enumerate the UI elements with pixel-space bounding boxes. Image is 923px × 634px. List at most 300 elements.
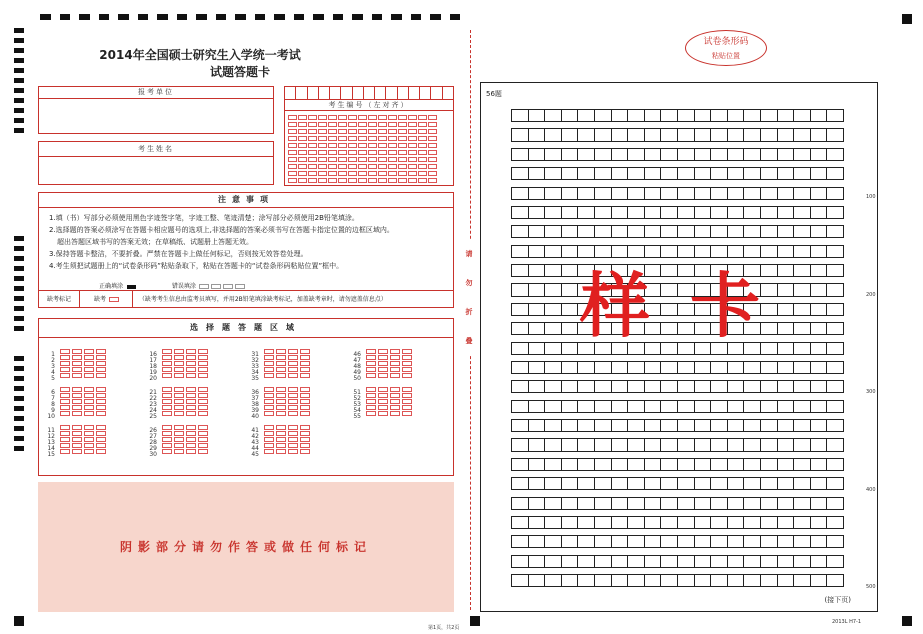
answer-grid-cell[interactable] [743,187,761,200]
answer-grid-cell[interactable] [743,361,761,374]
answer-grid-cell[interactable] [826,477,844,490]
answer-grid-cell[interactable] [727,497,745,510]
answer-grid-cell[interactable] [710,187,728,200]
answer-grid-cell[interactable] [594,458,612,471]
answer-grid-cell[interactable] [793,380,811,393]
answer-grid-cell[interactable] [544,477,562,490]
answer-grid-cell[interactable] [544,497,562,510]
answer-grid-cell[interactable] [777,497,795,510]
answer-grid-cell[interactable] [660,167,678,180]
answer-grid-cell[interactable] [660,477,678,490]
answer-grid-cell[interactable] [743,128,761,141]
answer-grid-cell[interactable] [644,206,662,219]
answer-grid-cell[interactable] [826,458,844,471]
answer-grid-cell[interactable] [511,148,529,161]
answer-grid-cell[interactable] [826,283,844,296]
answer-grid-cell[interactable] [627,574,645,587]
answer-grid-cell[interactable] [810,109,828,122]
answer-grid-cell[interactable] [627,206,645,219]
answer-grid-cell[interactable] [644,438,662,451]
answer-grid-cell[interactable] [677,225,695,238]
answer-grid-cell[interactable] [810,535,828,548]
answer-grid[interactable] [511,109,863,593]
answer-grid-cell[interactable] [710,109,728,122]
answer-grid-cell[interactable] [594,419,612,432]
answer-grid-cell[interactable] [544,187,562,200]
answer-grid-cell[interactable] [743,419,761,432]
answer-grid-cell[interactable] [743,400,761,413]
answer-grid-cell[interactable] [743,497,761,510]
answer-grid-cell[interactable] [777,225,795,238]
answer-grid-cell[interactable] [777,477,795,490]
choice-bubble-d[interactable] [402,373,412,378]
answer-grid-cell[interactable] [577,477,595,490]
answer-grid-cell[interactable] [644,109,662,122]
answer-grid-cell[interactable] [660,535,678,548]
answer-grid-cell[interactable] [511,245,529,258]
choice-answer-area[interactable] [38,318,454,476]
answer-grid-cell[interactable] [727,555,745,568]
answer-grid-cell[interactable] [727,187,745,200]
answer-grid-cell[interactable] [727,438,745,451]
id-digit-bubble[interactable] [388,178,397,183]
answer-grid-cell[interactable] [528,322,546,335]
choice-bubble-d[interactable] [96,411,106,416]
answer-grid-cell[interactable] [760,535,778,548]
answer-grid-cell[interactable] [594,438,612,451]
answer-grid-cell[interactable] [511,516,529,529]
answer-grid-cell[interactable] [577,400,595,413]
answer-grid-cell[interactable] [561,361,579,374]
answer-grid-cell[interactable] [677,516,695,529]
answer-grid-cell[interactable] [710,574,728,587]
answer-grid-cell[interactable] [760,128,778,141]
answer-grid-cell[interactable] [561,419,579,432]
candidate-name-box[interactable] [38,141,274,185]
choice-bubble-c[interactable] [288,449,298,454]
answer-grid-cell[interactable] [760,516,778,529]
answer-grid-cell[interactable] [743,206,761,219]
answer-grid-cell[interactable] [760,400,778,413]
answer-grid-cell[interactable] [677,187,695,200]
answer-grid-cell[interactable] [694,574,712,587]
answer-grid-cell[interactable] [611,128,629,141]
answer-grid-cell[interactable] [577,167,595,180]
answer-grid-cell[interactable] [528,225,546,238]
answer-grid-cell[interactable] [777,148,795,161]
answer-grid-cell[interactable] [577,555,595,568]
id-digit-bubble[interactable] [408,178,417,183]
answer-grid-cell[interactable] [528,283,546,296]
answer-grid-cell[interactable] [694,438,712,451]
answer-grid-cell[interactable] [743,380,761,393]
answer-grid-cell[interactable] [511,225,529,238]
answer-grid-cell[interactable] [793,458,811,471]
answer-grid-cell[interactable] [577,109,595,122]
answer-grid-cell[interactable] [826,555,844,568]
answer-grid-cell[interactable] [594,187,612,200]
id-digit-bubble[interactable] [368,178,377,183]
answer-grid-cell[interactable] [594,109,612,122]
answer-grid-cell[interactable] [511,419,529,432]
answer-grid-cell[interactable] [810,187,828,200]
answer-grid-cell[interactable] [727,477,745,490]
answer-grid-cell[interactable] [644,128,662,141]
answer-grid-cell[interactable] [760,555,778,568]
answer-grid-cell[interactable] [793,167,811,180]
answer-grid-cell[interactable] [644,458,662,471]
answer-grid-cell[interactable] [627,458,645,471]
choice-bubble-a[interactable] [366,411,376,416]
answer-grid-cell[interactable] [561,264,579,277]
answer-grid-cell[interactable] [777,128,795,141]
answer-grid-cell[interactable] [777,438,795,451]
answer-grid-cell[interactable] [793,497,811,510]
answer-grid-cell[interactable] [660,555,678,568]
answer-grid-cell[interactable] [777,167,795,180]
answer-grid-cell[interactable] [710,438,728,451]
answer-grid-cell[interactable] [627,438,645,451]
answer-grid-cell[interactable] [810,148,828,161]
answer-grid-cell[interactable] [660,516,678,529]
answer-grid-cell[interactable] [561,574,579,587]
answer-grid-cell[interactable] [511,361,529,374]
answer-grid-cell[interactable] [710,555,728,568]
answer-grid-cell[interactable] [577,206,595,219]
answer-grid-cell[interactable] [826,438,844,451]
answer-grid-cell[interactable] [561,477,579,490]
choice-bubble-d[interactable] [300,411,310,416]
answer-grid-cell[interactable] [826,245,844,258]
answer-grid-cell[interactable] [511,322,529,335]
answer-grid-cell[interactable] [611,438,629,451]
answer-grid-cell[interactable] [644,225,662,238]
answer-grid-cell[interactable] [826,322,844,335]
answer-grid-cell[interactable] [627,380,645,393]
answer-grid-cell[interactable] [544,245,562,258]
answer-grid-cell[interactable] [660,361,678,374]
answer-grid-cell[interactable] [644,167,662,180]
answer-grid-cell[interactable] [577,419,595,432]
answer-grid-cell[interactable] [826,497,844,510]
answer-grid-cell[interactable] [561,187,579,200]
answer-grid-cell[interactable] [528,574,546,587]
id-digit-bubble[interactable] [398,178,407,183]
answer-grid-cell[interactable] [810,380,828,393]
answer-grid-cell[interactable] [793,555,811,568]
answer-grid-cell[interactable] [810,477,828,490]
answer-grid-cell[interactable] [777,555,795,568]
choice-bubble-b[interactable] [174,449,184,454]
answer-grid-cell[interactable] [760,187,778,200]
answer-grid-cell[interactable] [810,322,828,335]
answer-grid-cell[interactable] [644,361,662,374]
answer-grid-cell[interactable] [810,303,828,316]
answer-grid-cell[interactable] [561,206,579,219]
choice-bubble-c[interactable] [390,373,400,378]
answer-grid-cell[interactable] [810,128,828,141]
answer-grid-cell[interactable] [594,477,612,490]
id-digit-bubble[interactable] [358,178,367,183]
answer-grid-cell[interactable] [594,400,612,413]
answer-grid-cell[interactable] [561,458,579,471]
answer-grid-cell[interactable] [544,128,562,141]
answer-grid-cell[interactable] [710,458,728,471]
answer-grid-cell[interactable] [611,187,629,200]
answer-grid-cell[interactable] [577,438,595,451]
answer-grid-cell[interactable] [760,574,778,587]
answer-grid-cell[interactable] [710,419,728,432]
answer-grid-cell[interactable] [577,516,595,529]
answer-grid-cell[interactable] [594,555,612,568]
answer-grid-cell[interactable] [511,535,529,548]
answer-grid-cell[interactable] [660,400,678,413]
answer-grid-cell[interactable] [511,167,529,180]
answer-grid-cell[interactable] [528,109,546,122]
answer-grid-cell[interactable] [793,477,811,490]
id-digit-bubble[interactable] [308,178,317,183]
answer-grid-cell[interactable] [694,128,712,141]
answer-grid-cell[interactable] [627,109,645,122]
answer-grid-cell[interactable] [627,535,645,548]
answer-grid-cell[interactable] [627,419,645,432]
answer-grid-cell[interactable] [777,574,795,587]
answer-grid-cell[interactable] [727,128,745,141]
id-digit-bubble[interactable] [348,178,357,183]
answer-grid-cell[interactable] [611,400,629,413]
choice-bubble-b[interactable] [72,449,82,454]
answer-grid-cell[interactable] [694,497,712,510]
answer-grid-cell[interactable] [528,438,546,451]
choice-bubble-a[interactable] [162,373,172,378]
answer-grid-cell[interactable] [511,264,529,277]
answer-grid-cell[interactable] [810,361,828,374]
answer-grid-cell[interactable] [793,574,811,587]
answer-grid-cell[interactable] [810,245,828,258]
answer-grid-cell[interactable] [760,361,778,374]
answer-grid-cell[interactable] [644,477,662,490]
answer-grid-cell[interactable] [793,128,811,141]
answer-grid-cell[interactable] [743,438,761,451]
answer-grid-cell[interactable] [694,477,712,490]
answer-grid-cell[interactable] [810,264,828,277]
answer-grid-cell[interactable] [826,574,844,587]
answer-grid-cell[interactable] [511,574,529,587]
answer-grid-cell[interactable] [810,574,828,587]
answer-grid-cell[interactable] [561,322,579,335]
answer-grid-cell[interactable] [743,225,761,238]
choice-bubble-d[interactable] [198,411,208,416]
choice-bubble-a[interactable] [264,373,274,378]
answer-grid-cell[interactable] [561,400,579,413]
answer-grid-cell[interactable] [793,516,811,529]
answer-grid-cell[interactable] [644,419,662,432]
choice-bubble-b[interactable] [378,373,388,378]
answer-grid-cell[interactable] [544,148,562,161]
answer-grid-cell[interactable] [694,458,712,471]
answer-grid-cell[interactable] [694,187,712,200]
answer-grid-cell[interactable] [544,555,562,568]
answer-grid-cell[interactable] [677,535,695,548]
answer-grid-cell[interactable] [826,516,844,529]
answer-grid-cell[interactable] [710,167,728,180]
answer-grid-cell[interactable] [777,419,795,432]
answer-grid-cell[interactable] [611,148,629,161]
answer-grid-cell[interactable] [677,206,695,219]
answer-grid-cell[interactable] [544,167,562,180]
answer-grid-cell[interactable] [760,167,778,180]
answer-grid-cell[interactable] [727,225,745,238]
answer-grid-cell[interactable] [710,516,728,529]
answer-grid-cell[interactable] [611,225,629,238]
choice-bubble-c[interactable] [288,373,298,378]
answer-grid-cell[interactable] [561,497,579,510]
answer-grid-cell[interactable] [528,516,546,529]
answer-grid-cell[interactable] [577,574,595,587]
answer-grid-cell[interactable] [511,283,529,296]
answer-grid-cell[interactable] [528,555,546,568]
answer-grid-cell[interactable] [793,419,811,432]
answer-grid-cell[interactable] [727,167,745,180]
answer-grid-cell[interactable] [826,535,844,548]
choice-bubble-c[interactable] [186,449,196,454]
answer-grid-cell[interactable] [793,206,811,219]
answer-grid-cell[interactable] [810,206,828,219]
id-digit-bubble[interactable] [338,178,347,183]
answer-grid-cell[interactable] [710,477,728,490]
answer-grid-cell[interactable] [826,380,844,393]
answer-grid-cell[interactable] [627,477,645,490]
answer-grid-cell[interactable] [677,361,695,374]
answer-grid-cell[interactable] [577,458,595,471]
answer-grid-cell[interactable] [561,109,579,122]
answer-grid-cell[interactable] [710,535,728,548]
choice-bubble-c[interactable] [84,449,94,454]
answer-grid-cell[interactable] [826,361,844,374]
answer-grid-cell[interactable] [793,535,811,548]
choice-bubble-a[interactable] [366,373,376,378]
answer-grid-cell[interactable] [561,516,579,529]
answer-grid-cell[interactable] [727,574,745,587]
answer-grid-cell[interactable] [777,361,795,374]
answer-grid-cell[interactable] [528,128,546,141]
answer-grid-cell[interactable] [660,497,678,510]
answer-grid-cell[interactable] [694,555,712,568]
answer-grid-cell[interactable] [677,109,695,122]
answer-grid-cell[interactable] [760,148,778,161]
answer-grid-cell[interactable] [777,206,795,219]
answer-grid-cell[interactable] [660,187,678,200]
answer-grid-cell[interactable] [544,206,562,219]
answer-grid-cell[interactable] [611,206,629,219]
answer-grid-cell[interactable] [793,148,811,161]
choice-bubble-d[interactable] [96,449,106,454]
answer-grid-cell[interactable] [777,187,795,200]
answer-grid-cell[interactable] [710,128,728,141]
answer-grid-cell[interactable] [511,477,529,490]
id-digit-bubble[interactable] [318,178,327,183]
answer-grid-cell[interactable] [611,516,629,529]
choice-bubble-d[interactable] [198,449,208,454]
answer-grid-cell[interactable] [577,148,595,161]
answer-grid-cell[interactable] [528,167,546,180]
answer-grid-cell[interactable] [810,225,828,238]
choice-bubble-c[interactable] [84,373,94,378]
id-digit-bubble[interactable] [298,178,307,183]
answer-grid-cell[interactable] [644,555,662,568]
answer-grid-cell[interactable] [594,574,612,587]
answer-grid-cell[interactable] [528,477,546,490]
answer-grid-cell[interactable] [561,167,579,180]
answer-grid-cell[interactable] [577,497,595,510]
choice-bubble-d[interactable] [96,373,106,378]
answer-grid-cell[interactable] [528,148,546,161]
answer-grid-cell[interactable] [511,187,529,200]
answer-grid-cell[interactable] [793,187,811,200]
answer-grid-cell[interactable] [611,167,629,180]
candidate-id-bubble-grid[interactable] [285,111,453,183]
answer-grid-cell[interactable] [544,419,562,432]
choice-bubble-a[interactable] [264,411,274,416]
answer-grid-cell[interactable] [793,109,811,122]
answer-grid-cell[interactable] [760,206,778,219]
answer-grid-cell[interactable] [694,206,712,219]
answer-grid-cell[interactable] [743,516,761,529]
answer-grid-cell[interactable] [743,148,761,161]
answer-grid-cell[interactable] [793,225,811,238]
answer-grid-cell[interactable] [544,516,562,529]
answer-grid-cell[interactable] [826,148,844,161]
answer-grid-cell[interactable] [777,516,795,529]
answer-grid-cell[interactable] [561,535,579,548]
answer-grid-cell[interactable] [627,555,645,568]
answer-grid-cell[interactable] [810,400,828,413]
answer-grid-cell[interactable] [810,167,828,180]
answer-grid-cell[interactable] [710,206,728,219]
answer-grid-cell[interactable] [561,438,579,451]
choice-bubble-a[interactable] [60,411,70,416]
answer-grid-cell[interactable] [611,574,629,587]
answer-grid-cell[interactable] [727,419,745,432]
answer-grid-cell[interactable] [627,400,645,413]
answer-grid-cell[interactable] [826,400,844,413]
answer-grid-cell[interactable] [677,555,695,568]
answer-grid-cell[interactable] [627,148,645,161]
answer-grid-cell[interactable] [511,555,529,568]
answer-grid-cell[interactable] [544,438,562,451]
answer-grid-cell[interactable] [743,109,761,122]
answer-grid-cell[interactable] [694,400,712,413]
answer-grid-cell[interactable] [710,400,728,413]
answer-grid-cell[interactable] [561,303,579,316]
answer-grid-cell[interactable] [694,380,712,393]
answer-grid-cell[interactable] [694,535,712,548]
answer-grid-cell[interactable] [511,128,529,141]
answer-grid-cell[interactable] [660,574,678,587]
answer-grid-cell[interactable] [544,225,562,238]
answer-grid-cell[interactable] [710,148,728,161]
answer-grid-cell[interactable] [694,225,712,238]
answer-grid-cell[interactable] [644,148,662,161]
answer-grid-cell[interactable] [694,109,712,122]
answer-grid-cell[interactable] [644,380,662,393]
answer-grid-cell[interactable] [660,225,678,238]
answer-grid-cell[interactable] [810,283,828,296]
choice-bubble-a[interactable] [162,411,172,416]
answer-grid-cell[interactable] [677,497,695,510]
answer-grid-cell[interactable] [760,458,778,471]
answer-grid-cell[interactable] [727,361,745,374]
